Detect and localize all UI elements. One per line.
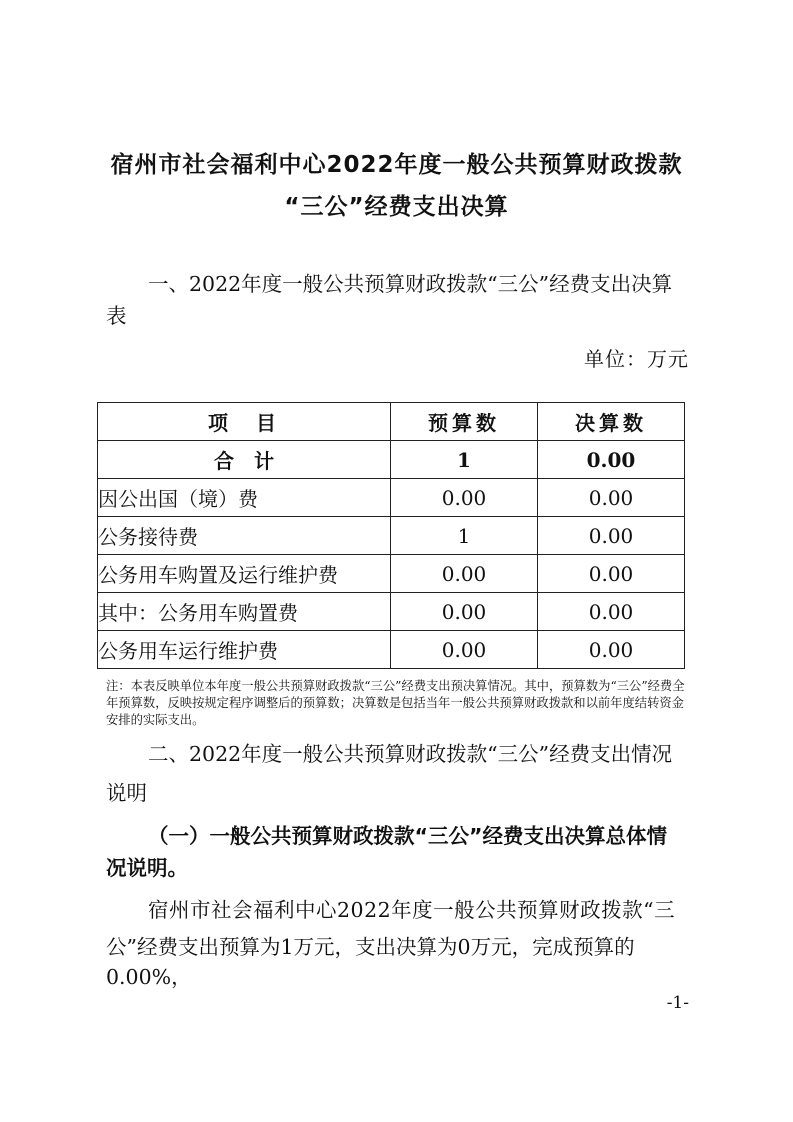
header-item: 项 目 [98, 403, 391, 441]
row-label: 公务接待费 [98, 517, 391, 555]
section1-heading-line2: 表 [106, 304, 127, 328]
body-text-line2: 公”经费支出预算为1万元，支出决算为0万元，完成预算的0.00%， [106, 935, 635, 989]
subsection1-heading-line1: （一）一般公共预算财政拨款“三公”经费支出决算总体情 [148, 824, 667, 848]
table-total-row [98, 441, 685, 479]
body-text-line1: 宿州市社会福利中心2022年度一般公共预算财政拨款“三 [148, 898, 676, 922]
row-actual: 0.00 [538, 593, 685, 631]
table-header-row [98, 403, 685, 441]
total-label: 合 计 [98, 441, 391, 479]
budget-table [97, 402, 685, 669]
row-budget: 0.00 [391, 479, 538, 517]
document-title-line1: 宿州市社会福利中心2022年度一般公共预算财政拨款 [110, 152, 683, 178]
section1-heading-line1: 一、2022年度一般公共预算财政拨款“三公”经费支出决算 [148, 272, 673, 296]
table-note: 注：本表反映单位本年度一般公共预算财政拨款“三公”经费支出预决算情况。其中，预算数为“三公”经费全年预算数，反映按规定程序调整后的预算数；决算数是包括当年一般公共预算财政拨款和以前年度结转资金安排的实际支出。 [106, 679, 685, 727]
row-budget: 0.00 [391, 555, 538, 593]
unit-label: 单位：万元 [584, 347, 689, 371]
section2-heading-line2: 说明 [106, 781, 147, 805]
row-actual: 0.00 [538, 479, 685, 517]
row-label: 公务用车运行维护费 [98, 631, 391, 669]
table-row [98, 517, 685, 555]
row-budget: 0.00 [391, 593, 538, 631]
row-actual: 0.00 [538, 517, 685, 555]
section2-heading-line1: 二、2022年度一般公共预算财政拨款“三公”经费支出情况 [148, 742, 673, 766]
table-row [98, 555, 685, 593]
document-title-line2: “三公”经费支出决算 [284, 194, 509, 220]
row-budget: 0.00 [391, 631, 538, 669]
page-number: -1- [666, 993, 689, 1013]
header-budget: 预算数 [391, 403, 538, 441]
table-row [98, 631, 685, 669]
total-budget: 1 [391, 441, 538, 479]
row-label: 因公出国（境）费 [98, 479, 391, 517]
row-label: 其中：公务用车购置费 [98, 593, 391, 631]
table-row [98, 593, 685, 631]
row-actual: 0.00 [538, 631, 685, 669]
table-row [98, 479, 685, 517]
total-actual: 0.00 [538, 441, 685, 479]
row-label: 公务用车购置及运行维护费 [98, 555, 391, 593]
row-actual: 0.00 [538, 555, 685, 593]
subsection1-heading-line2: 况说明。 [106, 856, 188, 880]
row-budget: 1 [391, 517, 538, 555]
header-actual: 决算数 [538, 403, 685, 441]
